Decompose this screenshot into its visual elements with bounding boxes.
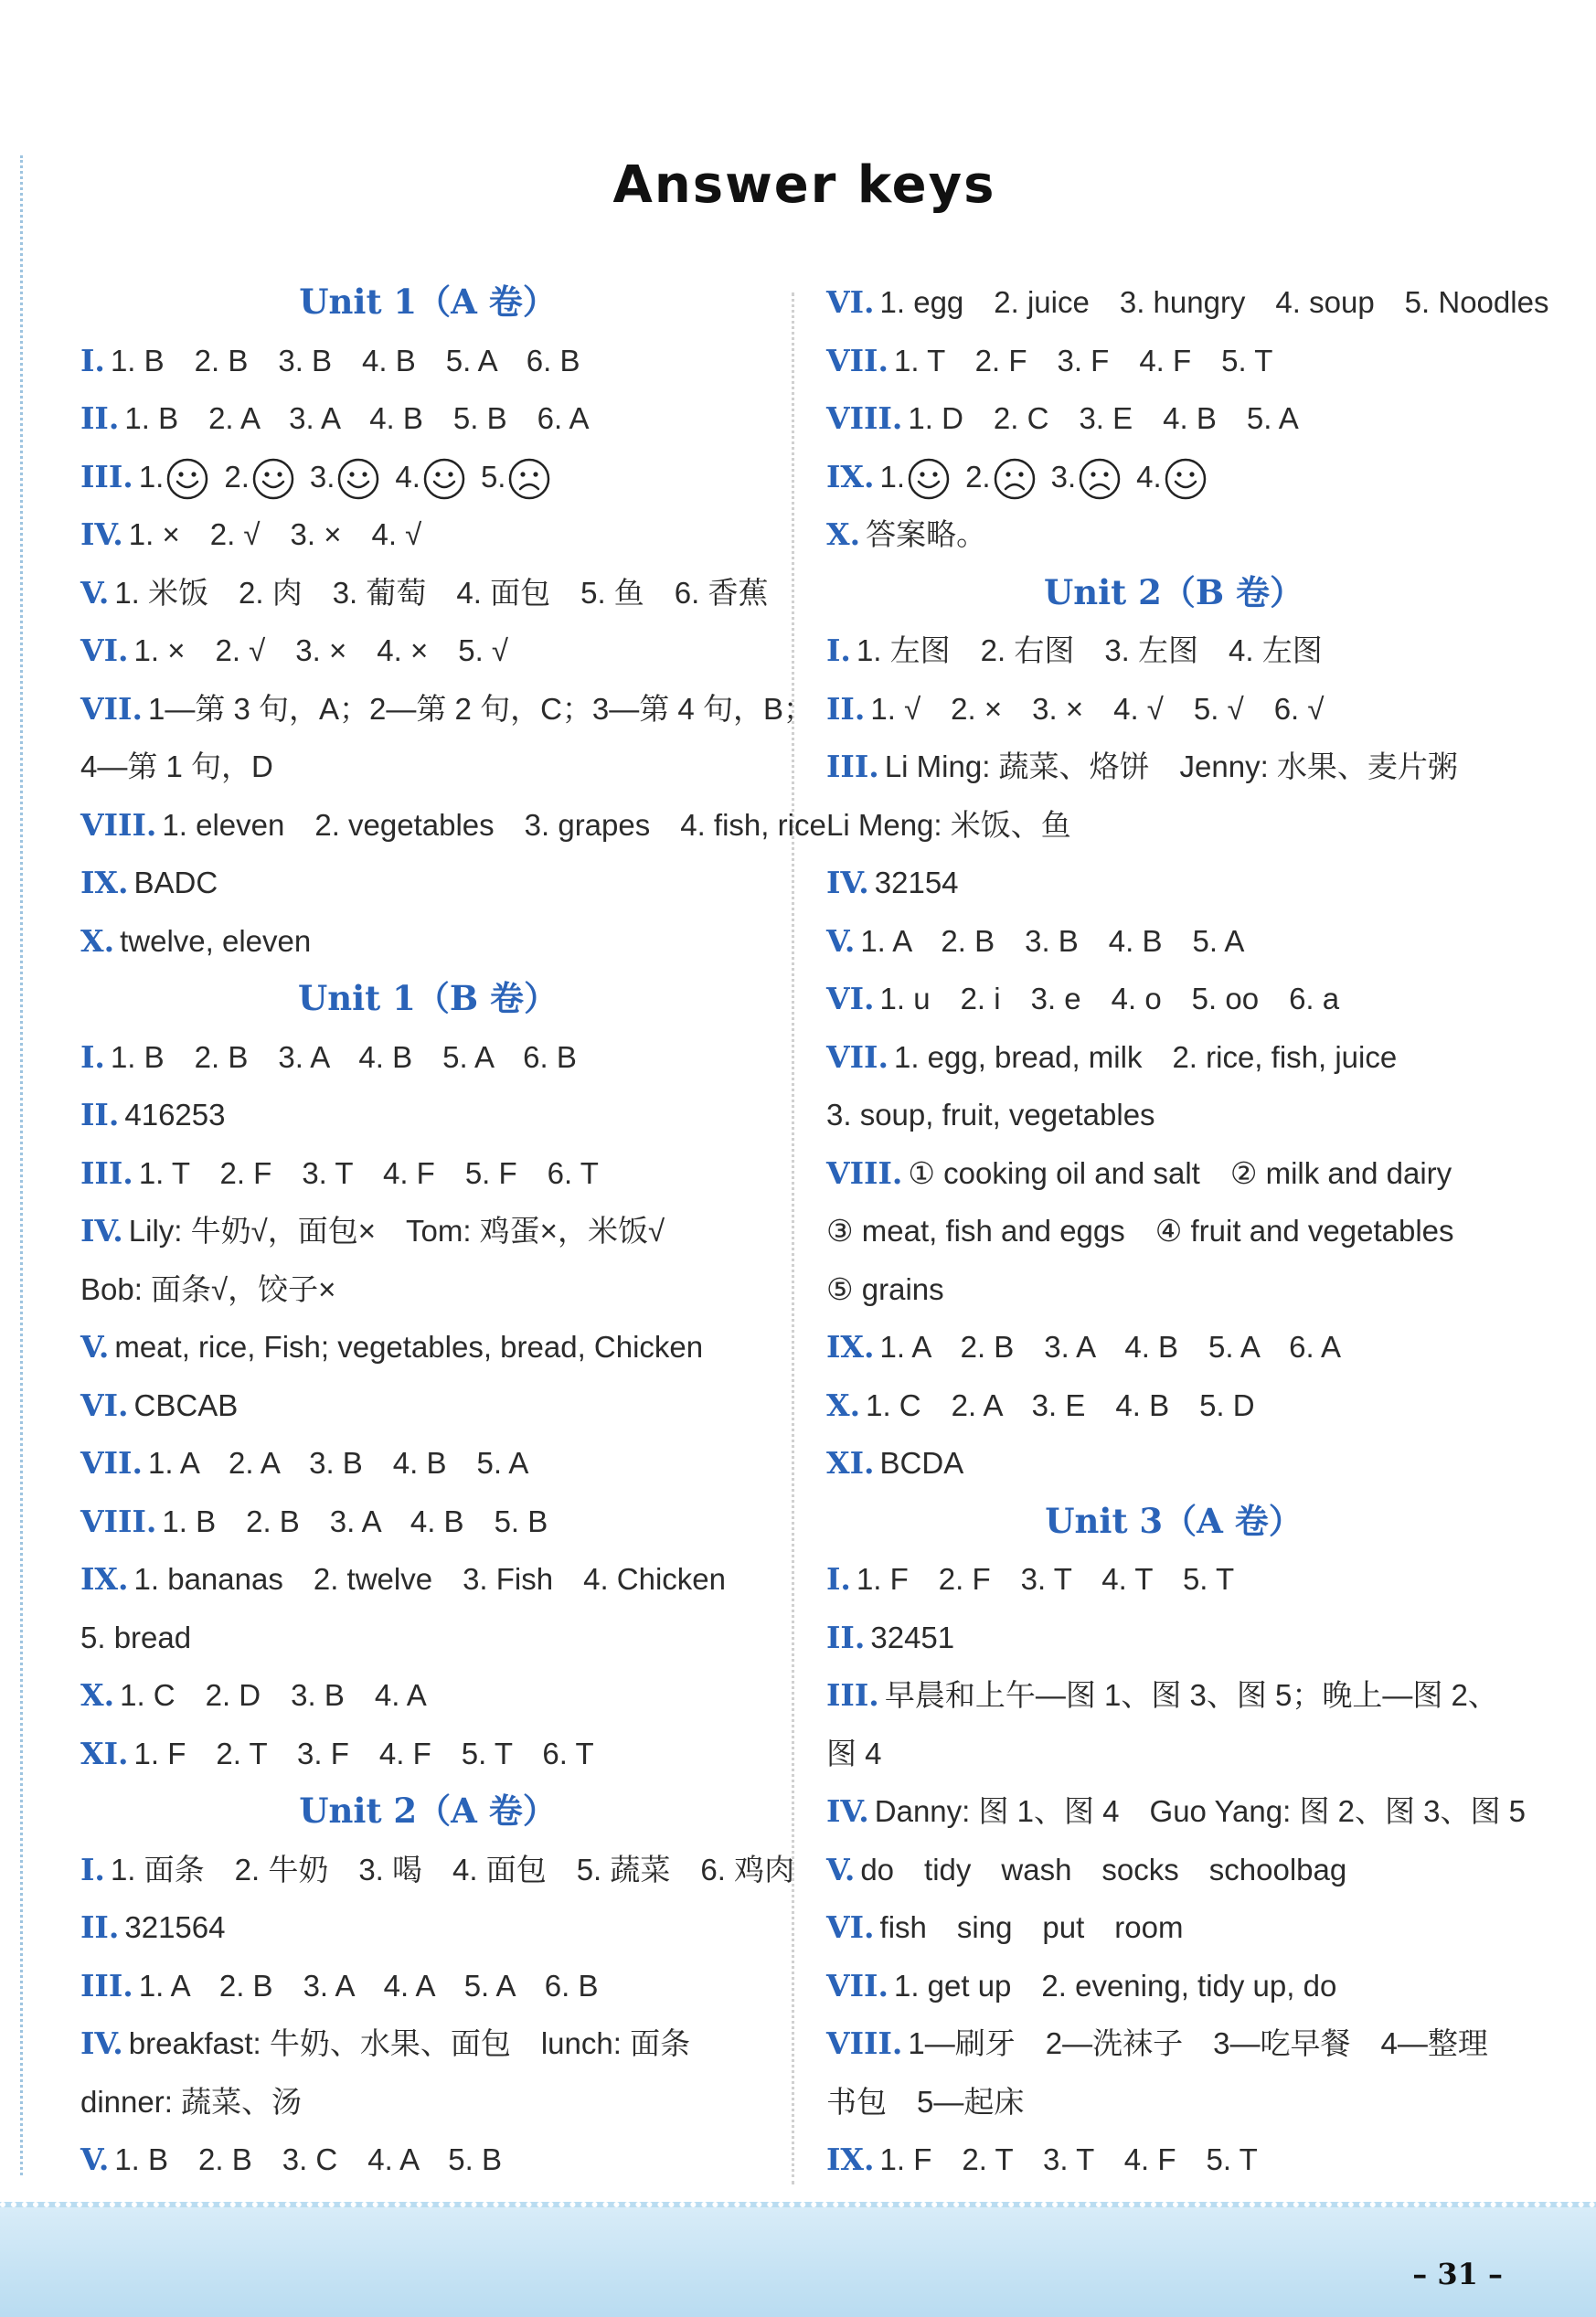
answer-text: 1. B 2. B 3. B 4. B 5. A 6. B bbox=[110, 343, 580, 377]
answer-line bbox=[826, 970, 1521, 1028]
question-number: IX. bbox=[80, 865, 129, 900]
happy-face-icon bbox=[336, 457, 380, 501]
answer-line bbox=[826, 1086, 1521, 1144]
question-number: VI. bbox=[826, 1909, 875, 1945]
question-number: IV. bbox=[80, 1213, 123, 1249]
question-number: VI. bbox=[80, 1387, 129, 1423]
question-number: VII. bbox=[826, 1038, 888, 1075]
answer-line bbox=[826, 1202, 1521, 1260]
answer-text: 1. T 2. F 3. F 4. F 5. T bbox=[893, 343, 1273, 377]
answer-text: CBCAB bbox=[133, 1387, 239, 1422]
right-column bbox=[826, 273, 1549, 2189]
face-item-label: 1. bbox=[879, 459, 906, 494]
question-number: VI. bbox=[80, 632, 129, 668]
question-number: VII. bbox=[80, 1445, 143, 1481]
face-item-label: 5. bbox=[480, 459, 506, 494]
answer-line bbox=[80, 1376, 775, 1435]
question-number: III. bbox=[826, 1677, 879, 1713]
unit-heading: Unit 1（B 卷） bbox=[297, 978, 559, 1018]
question-number: IV. bbox=[826, 1793, 869, 1829]
question-number: XI. bbox=[80, 1735, 129, 1771]
question-number: III. bbox=[80, 458, 133, 494]
face-item-label: 2. bbox=[965, 459, 991, 494]
answer-line bbox=[826, 389, 1521, 448]
question-number: II. bbox=[826, 690, 866, 727]
question-number: II. bbox=[80, 1097, 120, 1132]
answer-line bbox=[826, 2014, 1521, 2073]
page-number: – 31 – bbox=[1412, 2257, 1503, 2291]
face-item-label: 4. bbox=[1136, 459, 1162, 494]
answer-line bbox=[80, 1550, 775, 1609]
question-number: VI. bbox=[826, 981, 875, 1016]
question-number: IV. bbox=[80, 516, 123, 552]
answer-line bbox=[80, 1318, 775, 1376]
answer-text: 答案略。 bbox=[866, 517, 987, 551]
answer-line bbox=[826, 2073, 1521, 2131]
answer-text: 1. × 2. √ 3. × 4. √ bbox=[128, 517, 422, 551]
answer-text: Li Ming: 蔬菜、烙饼 Jenny: 水果、麦片粥 bbox=[884, 749, 1458, 783]
question-number: IV. bbox=[826, 865, 869, 900]
answer-text: Lily: 牛奶√，面包× Tom: 鸡蛋×，米饭√ bbox=[128, 1214, 665, 1248]
answer-text: 1—第 3 句，A；2—第 2 句，C；3—第 4 句，B； bbox=[147, 691, 814, 726]
answer-text: BADC bbox=[133, 866, 218, 899]
question-number: VIII. bbox=[80, 1503, 157, 1539]
question-number: X. bbox=[80, 1677, 115, 1713]
left-column bbox=[80, 273, 826, 2189]
answer-line bbox=[80, 1725, 775, 1783]
question-number: III. bbox=[80, 1154, 133, 1191]
answer-line bbox=[80, 1609, 775, 1667]
answer-line bbox=[826, 1666, 1521, 1725]
left-dotted-border bbox=[20, 155, 23, 2175]
answer-line bbox=[826, 1957, 1521, 2015]
sad-face-icon bbox=[993, 457, 1037, 501]
answer-line bbox=[826, 1898, 1521, 1957]
answer-text: twelve, eleven bbox=[120, 923, 312, 958]
answer-text: 1—刷牙 2—洗袜子 3—吃早餐 4—整理 bbox=[908, 2026, 1488, 2060]
question-number: III. bbox=[80, 1967, 133, 2003]
answer-line bbox=[826, 1550, 1521, 1609]
happy-face-icon bbox=[165, 457, 209, 501]
face-item-label: 3. bbox=[1050, 459, 1077, 494]
answer-line bbox=[826, 912, 1521, 971]
question-number: X. bbox=[826, 1387, 861, 1423]
answer-text: 1. × 2. √ 3. × 4. × 5. √ bbox=[133, 633, 509, 667]
answer-text: 1. F 2. F 3. T 4. T 5. T bbox=[856, 1562, 1235, 1596]
answer-text: 图 4 bbox=[826, 1736, 882, 1770]
answer-line bbox=[80, 1666, 775, 1725]
answer-line bbox=[80, 1493, 775, 1551]
answer-line bbox=[826, 505, 1521, 564]
answer-text: 1. A 2. A 3. B 4. B 5. A bbox=[147, 1446, 529, 1480]
answer-text: Bob: 面条√，饺子× bbox=[80, 1271, 336, 1306]
answer-line bbox=[80, 1898, 775, 1957]
answer-line-faces bbox=[826, 448, 1521, 506]
page-title: Answer keys bbox=[612, 155, 996, 215]
answer-text: 1. C 2. D 3. B 4. A bbox=[120, 1678, 427, 1712]
question-number: III. bbox=[826, 749, 879, 784]
answer-line bbox=[826, 1260, 1521, 1319]
answer-line-faces bbox=[80, 448, 775, 506]
answer-text: 32154 bbox=[874, 866, 959, 899]
answer-text: meat, rice, Fish; vegetables, bread, Chicken bbox=[114, 1330, 704, 1364]
question-number: V. bbox=[80, 2142, 110, 2177]
question-number: II. bbox=[80, 400, 120, 436]
answer-text: 1. T 2. F 3. T 4. F 5. F 6. T bbox=[138, 1155, 599, 1190]
answer-line bbox=[80, 912, 775, 971]
question-number: I. bbox=[80, 342, 105, 378]
answer-line bbox=[80, 389, 775, 448]
happy-face-icon bbox=[907, 457, 951, 501]
answer-text: 1. F 2. T 3. F 4. F 5. T 6. T bbox=[133, 1736, 594, 1770]
answer-line bbox=[80, 505, 775, 564]
answer-text: 书包 5—起床 bbox=[826, 2084, 1025, 2119]
answer-text: 1. get up 2. evening, tidy up, do bbox=[893, 1968, 1337, 2003]
answer-text: 1. D 2. C 3. E 4. B 5. A bbox=[908, 401, 1299, 435]
question-number: VIII. bbox=[826, 400, 903, 436]
answer-text: 4—第 1 句，D bbox=[80, 749, 273, 783]
happy-face-icon bbox=[1164, 457, 1208, 501]
answer-line bbox=[826, 1841, 1521, 1899]
answer-line bbox=[80, 796, 826, 855]
answer-text: BCDA bbox=[879, 1446, 964, 1480]
face-item-label: 2. bbox=[224, 459, 250, 494]
question-number: VII. bbox=[826, 342, 888, 378]
answer-line bbox=[80, 738, 775, 796]
answer-line bbox=[80, 2014, 775, 2073]
answer-line bbox=[80, 680, 814, 739]
answer-text: Danny: 图 1、图 4 Guo Yang: 图 2、图 3、图 5 bbox=[874, 1794, 1527, 1828]
answer-line bbox=[826, 1376, 1521, 1435]
question-number: XI. bbox=[826, 1445, 875, 1481]
answer-text: ③ meat, fish and eggs ④ fruit and vegetables bbox=[826, 1214, 1454, 1248]
question-number: I. bbox=[826, 1561, 851, 1597]
answer-text: 1. A 2. B 3. A 4. A 5. A 6. B bbox=[138, 1968, 599, 2003]
question-number: V. bbox=[826, 1851, 856, 1887]
answer-line bbox=[826, 332, 1521, 390]
answer-line bbox=[80, 1028, 775, 1087]
answer-text: 1. B 2. B 3. A 4. B 5. B bbox=[162, 1504, 548, 1538]
answer-text: Li Meng: 米饭、鱼 bbox=[826, 807, 1071, 842]
answer-text: do tidy wash socks schoolbag bbox=[860, 1852, 1347, 1887]
answer-text: 1. 米饭 2. 肉 3. 葡萄 4. 面包 5. 鱼 6. 香蕉 bbox=[114, 575, 769, 610]
question-number: VIII. bbox=[80, 806, 157, 843]
answer-text: dinner: 蔬菜、汤 bbox=[80, 2084, 303, 2119]
unit-heading: Unit 1（A 卷） bbox=[299, 282, 557, 322]
question-number: VII. bbox=[80, 690, 143, 727]
answer-text: 1. bananas 2. twelve 3. Fish 4. Chicken bbox=[133, 1562, 727, 1596]
unit-heading: Unit 2（B 卷） bbox=[1043, 571, 1304, 612]
answer-line bbox=[826, 1434, 1521, 1493]
answer-text: ⑤ grains bbox=[826, 1271, 944, 1306]
question-number: I. bbox=[80, 1038, 105, 1075]
answer-line bbox=[826, 738, 1521, 796]
answer-text: 1. 左图 2. 右图 3. 左图 4. 左图 bbox=[856, 633, 1323, 667]
unit-heading: Unit 2（A 卷） bbox=[299, 1791, 557, 1831]
question-number: VIII. bbox=[826, 1154, 903, 1191]
answer-text: 1. 面条 2. 牛奶 3. 喝 4. 面包 5. 蔬菜 6. 鸡肉 bbox=[110, 1852, 795, 1887]
question-number: IX. bbox=[826, 2142, 875, 2177]
answer-line bbox=[826, 1725, 1521, 1783]
column-divider bbox=[792, 292, 794, 2184]
question-number: V. bbox=[80, 1329, 110, 1365]
answer-line bbox=[826, 1318, 1521, 1376]
answer-text: ① cooking oil and salt ② milk and dairy bbox=[908, 1155, 1452, 1190]
answer-line bbox=[826, 1144, 1521, 1203]
sad-face-icon bbox=[507, 457, 551, 501]
unit-heading: Unit 3（A 卷） bbox=[1045, 1500, 1303, 1541]
answer-line bbox=[826, 1609, 1521, 1667]
question-number: V. bbox=[826, 922, 856, 959]
answer-line bbox=[80, 1841, 795, 1899]
answer-text: breakfast: 牛奶、水果、面包 lunch: 面条 bbox=[128, 2026, 691, 2060]
answer-line bbox=[80, 1202, 775, 1260]
answer-line bbox=[826, 622, 1521, 680]
face-item-label: 4. bbox=[395, 459, 420, 494]
question-number: X. bbox=[826, 516, 861, 552]
answer-text: 1. A 2. B 3. B 4. B 5. A bbox=[860, 923, 1245, 958]
answer-text: 1. B 2. A 3. A 4. B 5. B 6. A bbox=[124, 401, 590, 435]
sad-face-icon bbox=[1078, 457, 1122, 501]
answer-line bbox=[826, 854, 1521, 912]
footer-band bbox=[0, 2202, 1596, 2317]
answer-text: 1. √ 2. × 3. × 4. √ 5. √ 6. √ bbox=[870, 691, 1325, 726]
question-number: IX. bbox=[826, 1329, 875, 1365]
answer-text: 1. egg 2. juice 3. hungry 4. soup 5. Noodles bbox=[879, 285, 1549, 319]
question-number: II. bbox=[826, 1619, 866, 1655]
question-number: I. bbox=[80, 1851, 105, 1887]
question-number: IX. bbox=[826, 458, 875, 494]
answer-text: 1. C 2. A 3. E 4. B 5. D bbox=[866, 1387, 1255, 1422]
happy-face-icon bbox=[251, 457, 295, 501]
question-number: VI. bbox=[826, 284, 875, 320]
answer-line bbox=[80, 1260, 775, 1319]
question-number: VIII. bbox=[826, 2025, 903, 2061]
face-item-label: 3. bbox=[309, 459, 335, 494]
answer-line bbox=[826, 796, 1521, 855]
question-number: VII. bbox=[826, 1967, 888, 2003]
answer-text: 早晨和上午—图 1、图 3、图 5；晚上—图 2、 bbox=[884, 1678, 1498, 1712]
question-number: II. bbox=[80, 1909, 120, 1945]
answer-line bbox=[80, 2131, 775, 2189]
answer-text: 3. soup, fruit, vegetables bbox=[826, 1098, 1155, 1132]
answer-text: 5. bread bbox=[80, 1620, 192, 1654]
question-number: IX. bbox=[80, 1561, 129, 1597]
answer-line bbox=[80, 1086, 775, 1144]
question-number: I. bbox=[826, 632, 851, 668]
answer-line bbox=[826, 2131, 1521, 2189]
answer-line bbox=[80, 1957, 775, 2015]
answer-line bbox=[80, 622, 775, 680]
happy-face-icon bbox=[422, 457, 466, 501]
answer-line bbox=[80, 564, 775, 622]
answer-line bbox=[80, 1434, 775, 1493]
answer-line bbox=[80, 1144, 775, 1203]
question-number: X. bbox=[80, 922, 115, 959]
answer-text: 1. eleven 2. vegetables 3. grapes 4. fish, rice bbox=[162, 807, 826, 842]
answer-line bbox=[826, 680, 1521, 739]
answer-text: 1. B 2. B 3. C 4. A 5. B bbox=[114, 2142, 503, 2176]
answer-line bbox=[826, 1782, 1527, 1841]
answer-line bbox=[80, 854, 775, 912]
answer-text: 1. egg, bread, milk 2. rice, fish, juice bbox=[893, 1039, 1398, 1074]
answer-line bbox=[80, 2073, 775, 2131]
answer-text: 1. F 2. T 3. T 4. F 5. T bbox=[879, 2142, 1258, 2176]
answer-text: fish sing put room bbox=[879, 1910, 1184, 1944]
answer-text: 1. u 2. i 3. e 4. o 5. oo 6. a bbox=[879, 982, 1340, 1015]
answer-line bbox=[826, 1028, 1521, 1087]
answer-text: 416253 bbox=[124, 1098, 226, 1132]
answer-line bbox=[80, 332, 775, 390]
answer-text: 32451 bbox=[870, 1620, 955, 1654]
answer-text: 1. A 2. B 3. A 4. B 5. A 6. A bbox=[879, 1330, 1341, 1364]
answer-text: 321564 bbox=[124, 1910, 226, 1944]
answer-line bbox=[826, 273, 1549, 332]
question-number: V. bbox=[80, 574, 110, 611]
answer-text: 1. B 2. B 3. A 4. B 5. A 6. B bbox=[110, 1039, 577, 1074]
face-item-label: 1. bbox=[138, 459, 165, 494]
question-number: IV. bbox=[80, 2025, 123, 2061]
